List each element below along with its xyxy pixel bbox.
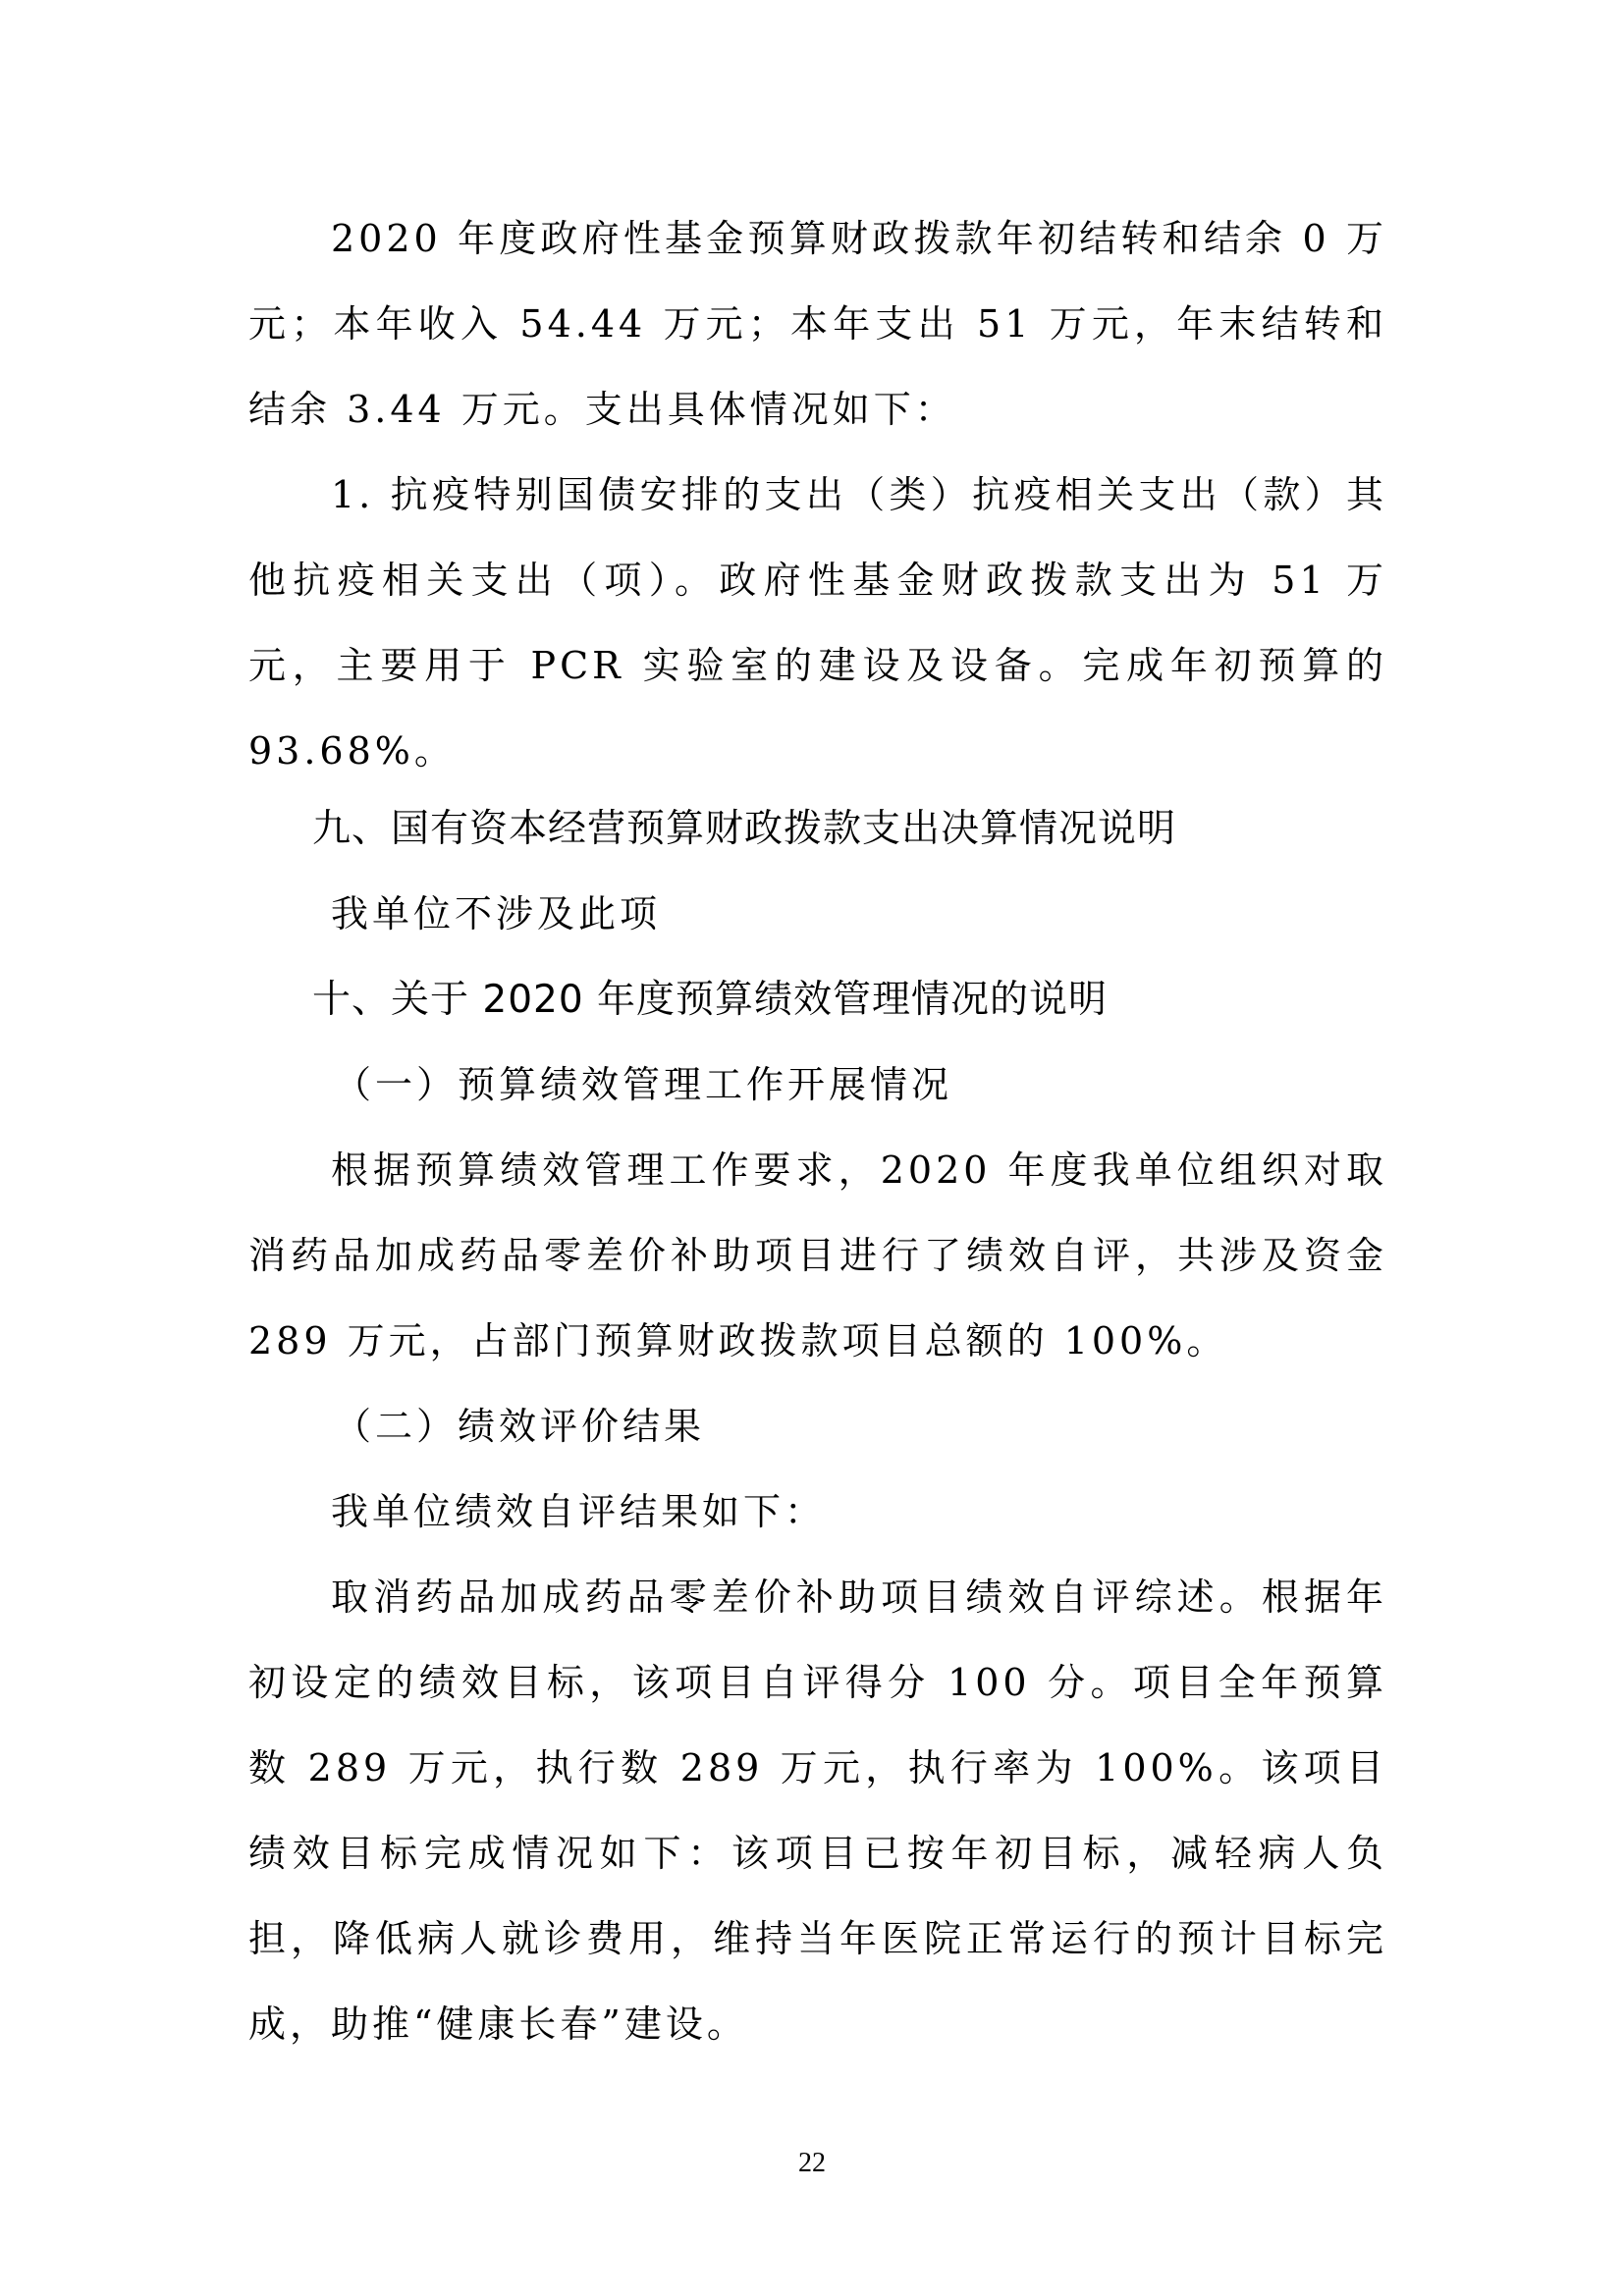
subsection-heading-2: （二）绩效评价结果 [334, 1405, 706, 1448]
paragraph-self-evaluation-intro: 我单位绩效自评结果如下： [331, 1490, 827, 1533]
paragraph-self-evaluation-summary: 取消药品加成药品零差价补助项目绩效自评综述。根据年初设定的绩效目标，该项目自评得分 100 分。项目全年预算数 289 万元，执行数 289 万元，执行率为 100%。该项目绩效目标完成情况如下：该项目已按年初目标，减轻病人负担，降低病人就诊费用，维持当年医院正常运行的预计目标完成，助推“健康长春”建设。 [248, 1575, 1387, 2046]
section-heading-10: 十、关于 2020 年度预算绩效管理情况的说明 [312, 978, 1109, 1022]
paragraph-performance-work: 根据预算绩效管理工作要求，2020 年度我单位组织对取消药品加成药品零差价补助项目进行了绩效自评，共涉及资金 289 万元，占部门预算财政拨款项目总额的 100%。 [248, 1148, 1387, 1362]
paragraph-epidemic-expenditure: 1. 抗疫特别国债安排的支出（类）抗疫相关支出（款）其他抗疫相关支出（项）。政府性基金财政拨款支出为 51 万元，主要用于 PCR 实验室的建设及设备。完成年初预算的 93.68%。 [248, 473, 1387, 773]
paragraph-fund-budget-summary: 2020 年度政府性基金预算财政拨款年初结转和结余 0 万元；本年收入 54.44 万元；本年支出 51 万元，年末结转和结余 3.44 万元。支出具体情况如下： [248, 217, 1387, 431]
page-number: 22 [798, 2148, 826, 2178]
section-heading-9: 九、国有资本经营预算财政拨款支出决算情况说明 [312, 807, 1177, 851]
paragraph-not-applicable: 我单位不涉及此项 [331, 892, 662, 935]
subsection-heading-1: （一）预算绩效管理工作开展情况 [334, 1063, 953, 1106]
